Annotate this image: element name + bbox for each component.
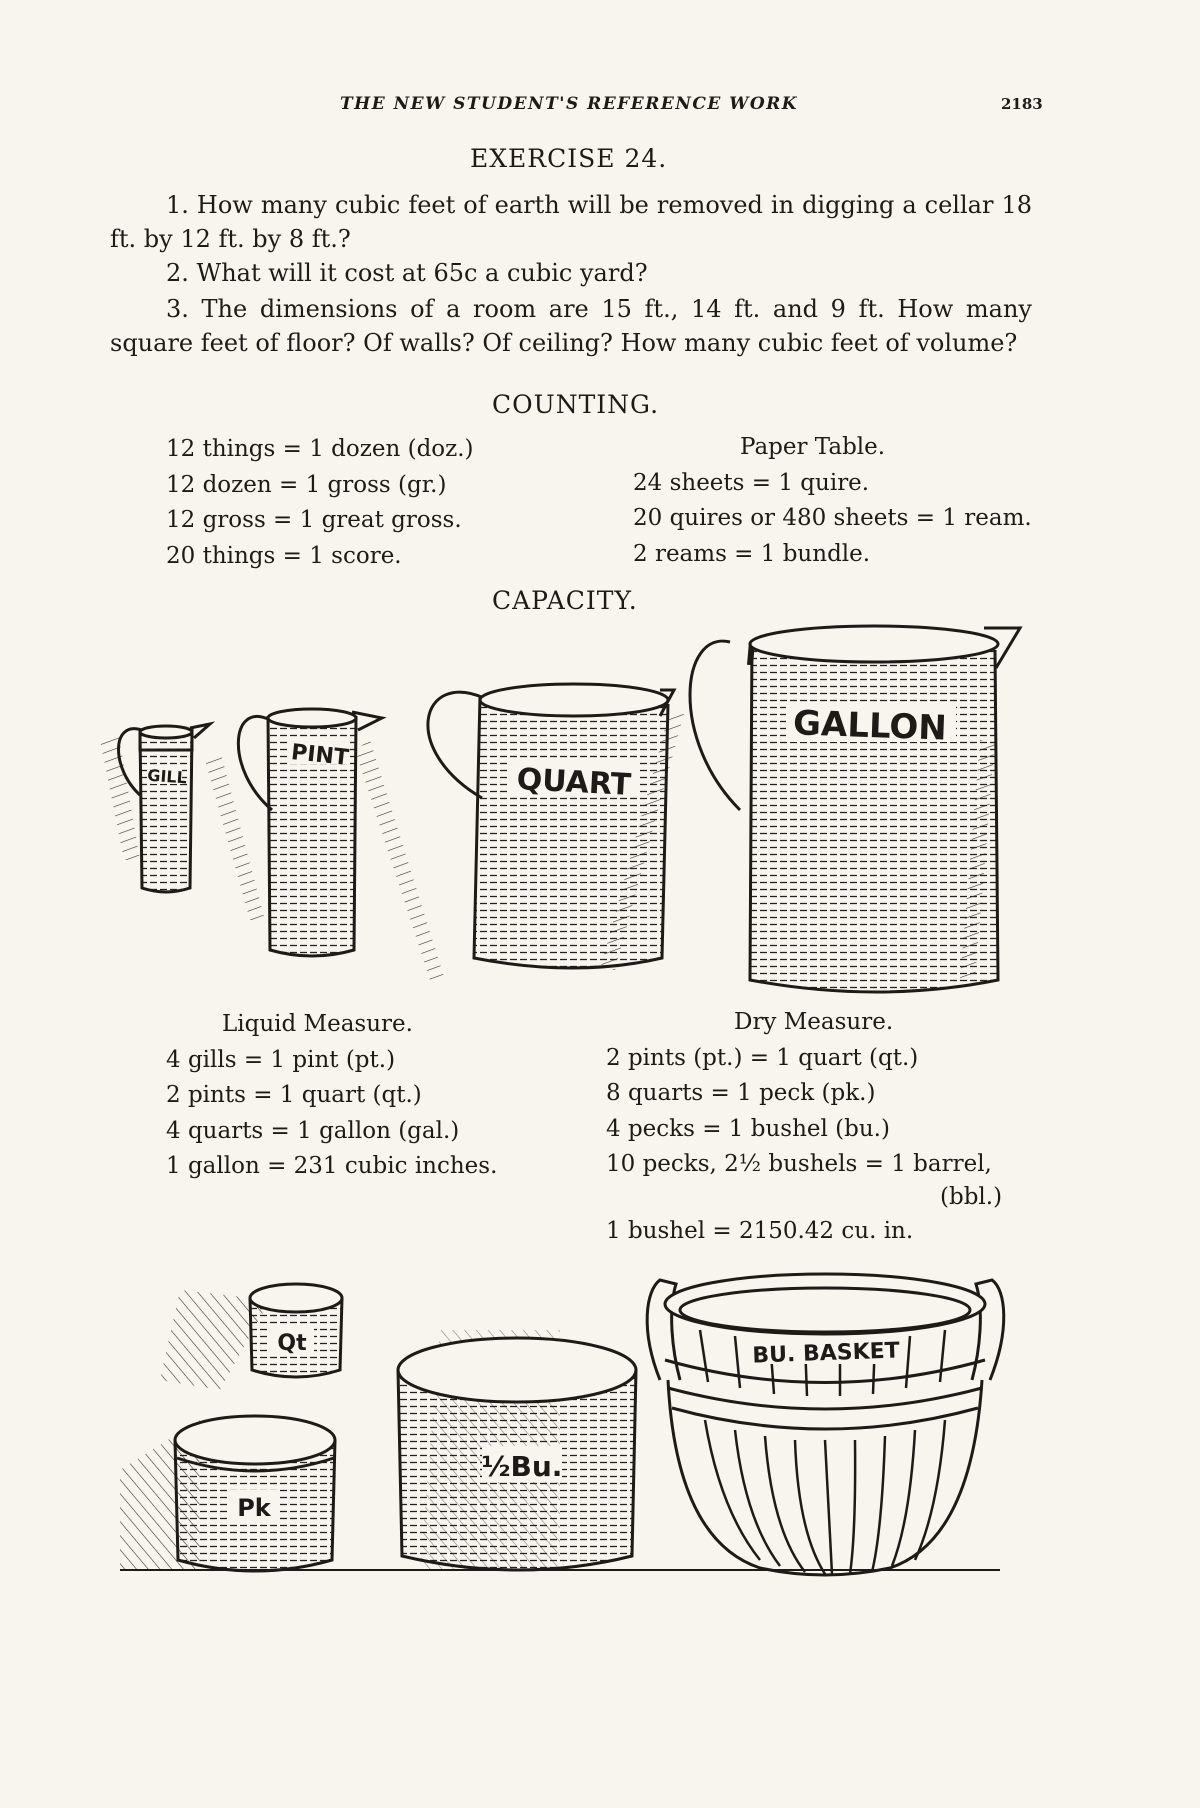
liquid-row: 1 gallon = 231 cubic inches. <box>166 1153 498 1179</box>
qt-label: Qt <box>277 1331 307 1356</box>
pint-pitcher <box>205 709 382 956</box>
question-3-text: 3. The dimensions of a room are 15 ft., 14 ft. and 9 ft. How many square feet of floor? Of walls? Of ceiling? How many cubic feet of volume? <box>110 295 1032 357</box>
question-3 <box>110 292 1032 360</box>
gallon-label: GALLON <box>792 703 948 749</box>
dry-measures-illustration <box>120 1270 1030 1600</box>
pk-label: Pk <box>237 1494 271 1522</box>
dry-row: 8 quarts = 1 peck (pk.) <box>606 1080 876 1106</box>
question-1-text: 1. How many cubic feet of earth will be removed in digging a cellar 18 ft. by 12 ft. by 8 ft.? <box>110 191 1032 253</box>
dry-row: 2 pints (pt.) = 1 quart (qt.) <box>606 1045 919 1071</box>
dry-row: 4 pecks = 1 bushel (bu.) <box>606 1116 890 1142</box>
liquid-measure-title: Liquid Measure. <box>222 1011 413 1037</box>
page-number: 2183 <box>1001 95 1043 113</box>
liquid-row: 2 pints = 1 quart (qt.) <box>166 1082 422 1108</box>
question-2-text: 2. What will it cost at 65c a cubic yard? <box>166 259 648 287</box>
paper-row: 20 quires or 480 sheets = 1 ream. <box>633 505 1032 531</box>
running-title: THE NEW STUDENT'S REFERENCE WORK <box>340 94 799 114</box>
counting-title: COUNTING. <box>492 390 660 419</box>
exercise-title: EXERCISE 24. <box>470 144 668 173</box>
dry-row: 1 bushel = 2150.42 cu. in. <box>606 1218 914 1244</box>
counting-row: 12 things = 1 dozen (doz.) <box>166 436 474 462</box>
paper-table-title: Paper Table. <box>740 434 886 460</box>
quart-label: QUART <box>515 762 632 803</box>
gallon-pitcher <box>690 626 1020 992</box>
dry-row: 10 pecks, 2½ bushels = 1 barrel, <box>606 1151 992 1177</box>
counting-row: 12 gross = 1 great gross. <box>166 507 462 533</box>
half-bu-label: ½Bu. <box>481 1450 563 1483</box>
liquid-measures-illustration <box>100 620 1030 1000</box>
peck-measure <box>175 1416 335 1571</box>
counting-row: 20 things = 1 score. <box>166 543 402 569</box>
liquid-row: 4 quarts = 1 gallon (gal.) <box>166 1118 460 1144</box>
bu-basket-label: BU. BASKET <box>751 1338 901 1369</box>
paper-row: 24 sheets = 1 quire. <box>633 470 870 496</box>
quart-measure <box>250 1284 342 1377</box>
half-bushel-measure <box>398 1338 636 1570</box>
quart-pitcher <box>355 684 685 980</box>
gill-label: GILL <box>146 765 188 788</box>
question-2 <box>110 256 1032 290</box>
bushel-basket <box>647 1274 1004 1575</box>
counting-row: 12 dozen = 1 gross (gr.) <box>166 472 447 498</box>
capacity-title: CAPACITY. <box>492 586 638 615</box>
paper-row: 2 reams = 1 bundle. <box>633 541 871 567</box>
gill-pitcher <box>100 724 210 892</box>
dry-row: (bbl.) <box>940 1184 1003 1210</box>
question-1 <box>110 188 1032 256</box>
liquid-row: 4 gills = 1 pint (pt.) <box>166 1047 396 1073</box>
dry-measure-title: Dry Measure. <box>734 1009 894 1035</box>
pint-label: PINT <box>289 740 350 771</box>
